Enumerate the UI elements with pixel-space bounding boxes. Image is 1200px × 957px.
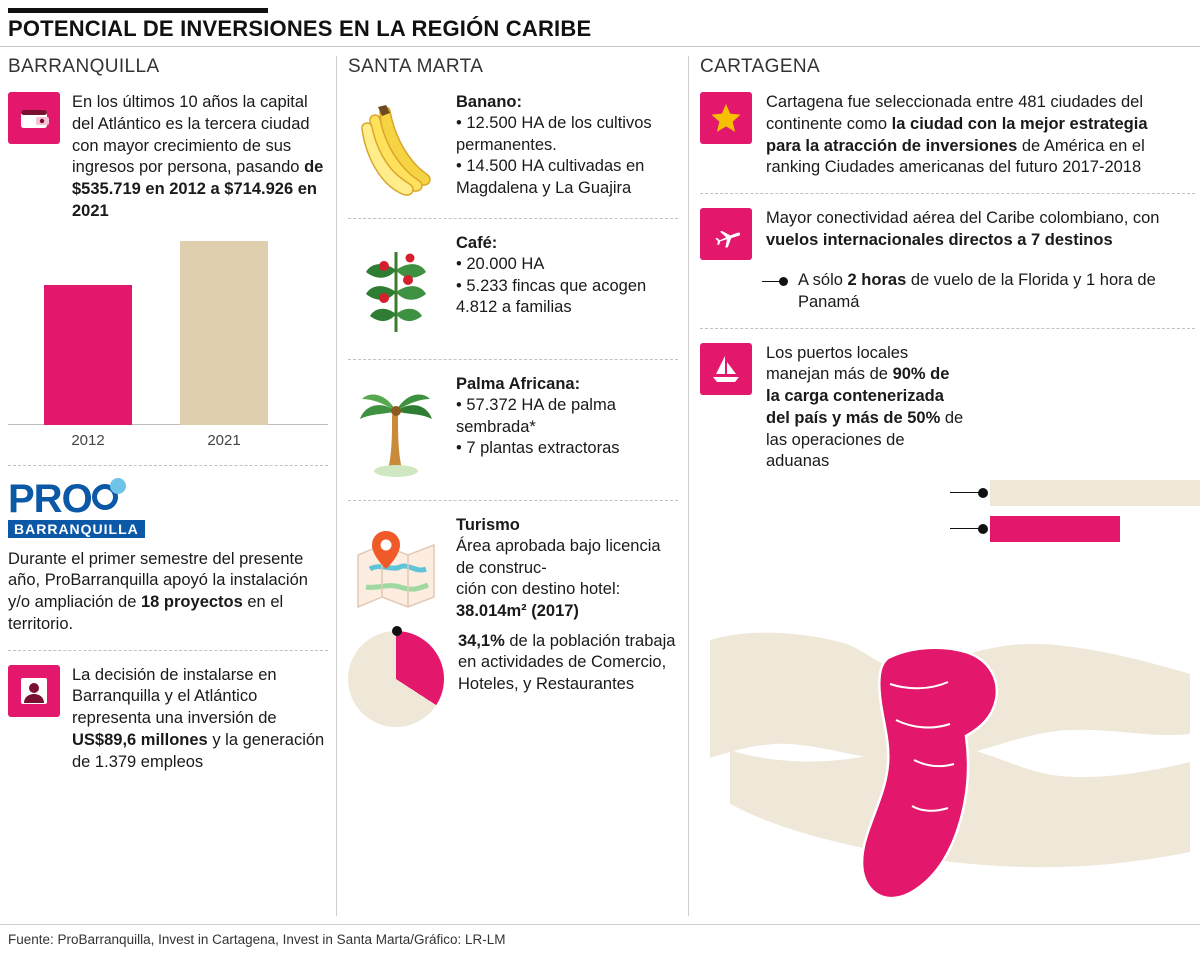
santamarta-banano-text bbox=[456, 92, 678, 199]
award-text-2: de América en el ranking Ciudades americanas del futuro 2017-2018 bbox=[766, 136, 1145, 177]
award-text-bold: la ciudad con la mejor estrategia para la atracción de inversiones bbox=[766, 114, 1148, 155]
santamarta-pie-chart bbox=[348, 631, 678, 727]
cartagena-divider-1 bbox=[700, 193, 1195, 194]
probarranquilla-logo-word: PRO bbox=[8, 476, 92, 521]
santamarta-turismo-line-2: ción con destino hotel: bbox=[456, 580, 621, 599]
santamarta-divider-2 bbox=[348, 359, 678, 360]
santamarta-turismo-line-1: Área aprobada bajo licencia de construc- bbox=[456, 537, 661, 577]
santamarta-turismo-title: Turismo bbox=[456, 516, 520, 534]
decision-text-1: La decisión de instalarse en Barranquilla y el Atlántico representa una inversión de bbox=[72, 665, 277, 728]
decision-text-bold: US$89,6 millones bbox=[72, 730, 208, 749]
bar-2012-fill bbox=[44, 285, 132, 425]
pie-chart-marker-dot bbox=[392, 626, 402, 636]
cartagena-air-block bbox=[700, 208, 1195, 260]
probarranquilla-logo bbox=[8, 476, 328, 539]
coffee-plant-icon bbox=[348, 233, 444, 345]
column-heading-cartagena: CARTAGENA bbox=[700, 56, 821, 77]
air-text-bold: vuelos internacionales directos a 7 destinos bbox=[766, 230, 1113, 249]
ports-bar-50 bbox=[990, 516, 1200, 542]
air-text-1: Mayor conectividad aérea del Caribe colombiano, con bbox=[766, 209, 1160, 228]
bar-2021-fill bbox=[180, 241, 268, 425]
ports-bar-50-dot bbox=[978, 524, 988, 534]
cartagena-award-text bbox=[766, 92, 1186, 179]
column-heading-barranquilla: BARRANQUILLA bbox=[8, 56, 160, 77]
barranquilla-bar-chart bbox=[8, 241, 328, 451]
person-icon bbox=[8, 665, 60, 717]
santamarta-cafe-line-1: • 20.000 HA bbox=[456, 255, 545, 274]
bullet-dot-line bbox=[762, 277, 788, 287]
cartagena-air-text bbox=[766, 208, 1186, 252]
ports-bar-50-fill bbox=[990, 516, 1120, 542]
column-divider-1 bbox=[336, 56, 337, 916]
decision-text-2: y la generación de 1.379 empleos bbox=[72, 730, 325, 771]
santamarta-palma-line-2: • 7 plantas extractoras bbox=[456, 439, 620, 458]
ports-bar-90-line bbox=[950, 492, 980, 493]
santamarta-banano-line-2: • 14.500 HA cultivadas en Magdalena y La Guajira bbox=[456, 157, 645, 197]
wallet-icon bbox=[8, 92, 60, 144]
barranquilla-decision-text bbox=[72, 665, 328, 774]
santamarta-palma-title: Palma Africana: bbox=[456, 375, 581, 393]
ports-bar-90-dot bbox=[978, 488, 988, 498]
cartagena-ports-text bbox=[766, 343, 966, 474]
caribbean-region-map bbox=[700, 600, 1200, 930]
santamarta-pie-text bbox=[458, 631, 678, 695]
santamarta-divider-1 bbox=[348, 218, 678, 219]
santamarta-item-banano bbox=[348, 92, 678, 204]
page-title: POTENCIAL DE INVERSIONES EN LA REGIÓN CARIBE bbox=[8, 16, 592, 41]
pie-chart-graphic bbox=[348, 631, 444, 727]
santamarta-cafe-title: Café: bbox=[456, 234, 498, 252]
title-top-rule bbox=[8, 8, 268, 13]
ports-bar-90-fill bbox=[990, 480, 1200, 506]
column-divider-2 bbox=[688, 56, 689, 916]
ports-text-bold: 90% de la carga contenerizada del país y más de 50% bbox=[766, 365, 950, 427]
cartagena-ports-block bbox=[700, 343, 1195, 474]
cartagena-air-subbullet bbox=[762, 270, 1195, 314]
ports-bar-chart bbox=[990, 480, 1200, 552]
santamarta-palma-text bbox=[456, 374, 678, 460]
map-pin-icon bbox=[348, 515, 444, 627]
cartagena-award-block bbox=[700, 92, 1195, 179]
column-barranquilla bbox=[8, 56, 328, 773]
star-icon bbox=[700, 92, 752, 144]
barranquilla-divider-1 bbox=[8, 465, 328, 466]
santamarta-item-cafe bbox=[348, 233, 678, 345]
barranquilla-intro-block bbox=[8, 92, 328, 223]
cartagena-air-text-wrap bbox=[766, 208, 1186, 252]
barranquilla-intro-plain: En los últimos 10 años la capital del Atlántico es la tercera ciudad con mayor crecimiento de sus ingresos por persona, pasando bbox=[72, 93, 310, 177]
source-note: Fuente: ProBarranquilla, Invest in Cartagena, Invest in Santa Marta/Gráfico: LR-LM bbox=[8, 932, 506, 947]
air-sub-bold: 2 horas bbox=[847, 271, 907, 290]
probarranquilla-logo-dot bbox=[110, 478, 126, 494]
santamarta-palma-line-1: • 57.372 HA de palma sembrada* bbox=[456, 396, 616, 436]
ports-text-2: de las operaciones de aduanas bbox=[766, 408, 964, 471]
probarranquilla-logo-sub: BARRANQUILLA bbox=[8, 520, 145, 538]
bar-2012 bbox=[44, 285, 132, 449]
air-sub-2: de vuelo de la Florida y 1 hora de Panamá bbox=[798, 271, 1156, 311]
barranquilla-intro-bold: de $535.719 en 2012 a $714.926 en 2021 bbox=[72, 158, 324, 220]
pie-description: de la población trabaja en actividades de Comercio, Hoteles, y Restaurantes bbox=[458, 632, 676, 693]
cartagena-divider-2 bbox=[700, 328, 1195, 329]
pie-value-label: 34,1% bbox=[458, 632, 505, 650]
barranquilla-decision-block bbox=[8, 665, 328, 774]
santamarta-item-turismo bbox=[348, 515, 678, 627]
santamarta-turismo-text bbox=[456, 515, 678, 622]
air-sub-1: A sólo bbox=[798, 271, 848, 290]
airplane-icon bbox=[700, 208, 752, 260]
pro-text-bold: 18 proyectos bbox=[141, 593, 243, 612]
ports-bar-90 bbox=[990, 480, 1200, 506]
santamarta-cafe-line-2: • 5.233 fincas que acogen 4.812 a familias bbox=[456, 276, 647, 317]
title-divider bbox=[0, 46, 1200, 47]
bar-2021-label: 2021 bbox=[207, 431, 241, 449]
award-text-1: Cartagena fue seleccionada entre 481 ciudades del continente como bbox=[766, 93, 1144, 133]
santamarta-cafe-text bbox=[456, 233, 678, 319]
probarranquilla-text bbox=[8, 549, 328, 636]
bar-2012-label: 2012 bbox=[71, 431, 105, 449]
santamarta-banano-title: Banano: bbox=[456, 93, 522, 111]
pro-text-2: en el territorio. bbox=[8, 593, 284, 633]
bar-2021 bbox=[180, 241, 268, 449]
santamarta-banano-line-1: • 12.500 HA de los cultivos permanentes. bbox=[456, 114, 652, 154]
barranquilla-intro-text bbox=[72, 92, 328, 223]
palm-tree-icon bbox=[348, 374, 444, 486]
santamarta-turismo-highlight: 38.014m² (2017) bbox=[456, 601, 579, 620]
ports-text-1: Los puertos locales manejan más de bbox=[766, 343, 909, 384]
bullet-line bbox=[762, 281, 780, 282]
santamarta-divider-3 bbox=[348, 500, 678, 501]
pro-text-1: Durante el primer semestre del presente año, ProBarranquilla apoyó la instalación y/o ampliación de bbox=[8, 549, 308, 612]
barranquilla-divider-2 bbox=[8, 650, 328, 651]
cartagena-air-sub-text bbox=[798, 270, 1195, 314]
column-heading-santamarta: SANTA MARTA bbox=[348, 56, 484, 77]
santamarta-item-palma bbox=[348, 374, 678, 486]
footer-divider bbox=[0, 924, 1200, 925]
column-santamarta bbox=[348, 56, 678, 727]
banana-icon bbox=[348, 92, 444, 204]
sailboat-icon bbox=[700, 343, 752, 395]
bullet-dot bbox=[779, 277, 788, 286]
column-cartagena bbox=[700, 56, 1195, 473]
ports-bar-50-line bbox=[950, 528, 980, 529]
